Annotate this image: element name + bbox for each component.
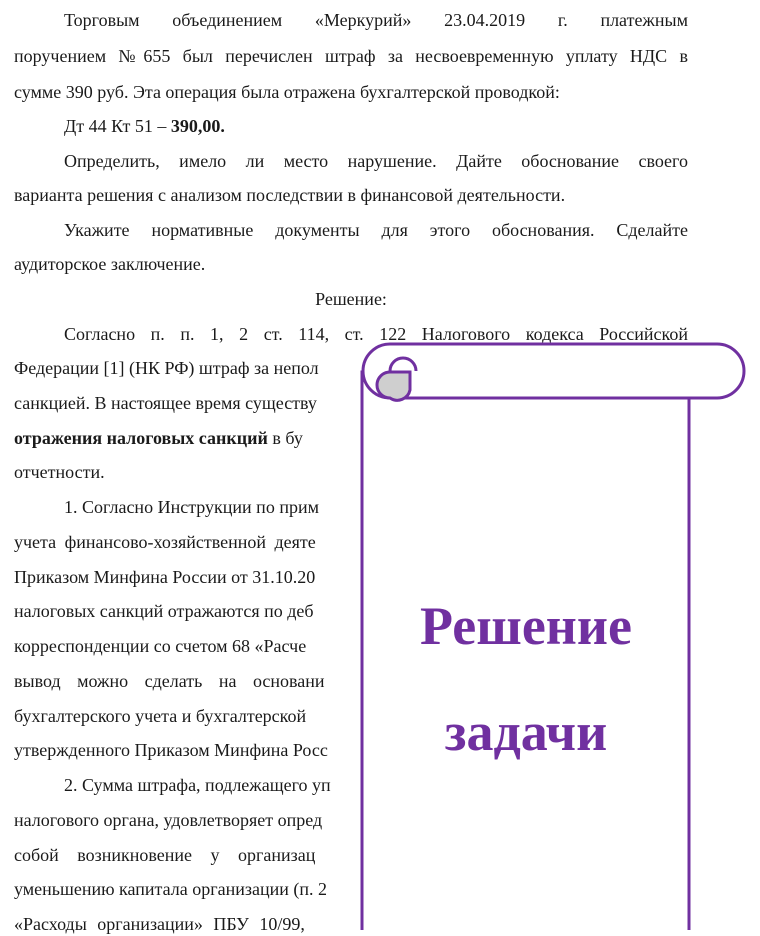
text-line: аудиторское заключение. — [14, 254, 206, 274]
text-line: корреспонденции со счетом 68 «Расче — [14, 636, 307, 656]
banner-title-line1: Решение — [420, 596, 632, 656]
entry-accounts: Дт 44 Кт 51 – — [64, 116, 171, 136]
text-line: налогового органа, удовлетворяет опред — [14, 810, 323, 830]
text-line: Укажите нормативные документы для этого обоснования. Сделайте — [64, 220, 688, 240]
text-line: налоговых санкций отражаются по деб — [14, 601, 314, 621]
text-line: Согласно п. п. 1, 2 ст. 114, ст. 122 Налогового кодекса Российской — [64, 324, 688, 344]
bold-phrase: отражения налоговых санкций — [14, 428, 268, 448]
text-line: «Расходы организации» ПБУ 10/99, — [14, 914, 305, 934]
text-line: уменьшению капитала организации (п. 2 — [14, 879, 328, 899]
text-line: варианта решения с анализом последствии в финансовой деятельности. — [14, 185, 566, 205]
text-line: Приказом Минфина России от 31.10.20 — [14, 567, 316, 587]
text-line: Федерации [1] (НК РФ) штраф за непол — [14, 358, 319, 378]
text-line: 1. Согласно Инструкции по прим — [64, 497, 319, 517]
text-line: сумме 390 руб. Эта операция была отражена бухгалтерской проводкой: — [14, 82, 560, 102]
text-line: вывод можно сделать на основани — [14, 671, 325, 691]
text-line: санкцией. В настоящее время существу — [14, 393, 317, 413]
section-heading: Решение: — [315, 289, 387, 309]
entry-amount: 390,00. — [170, 116, 225, 136]
text-line: поручением №655 был перечислен штраф за несвоевременную уплату НДС в — [14, 46, 688, 66]
text-line: Определить, имело ли место нарушение. Дайте обоснование своего — [64, 151, 688, 171]
text-line: отчетности. — [14, 462, 105, 482]
text-line: 2. Сумма штрафа, подлежащего уп — [64, 775, 331, 795]
text-line: Торговым объединением «Меркурий» 23.04.2019 г. платежным — [64, 10, 688, 30]
banner-title-line2: задачи — [444, 702, 608, 762]
text-fragment: в бу — [267, 428, 303, 448]
text-line: учета финансово-хозяйственной деяте — [14, 532, 316, 552]
text-line: утвержденного Приказом Минфина Росс — [14, 740, 328, 760]
text-line: собой возникновение у организац — [14, 845, 316, 865]
text-line: бухгалтерского учета и бухгалтерской — [14, 706, 307, 726]
